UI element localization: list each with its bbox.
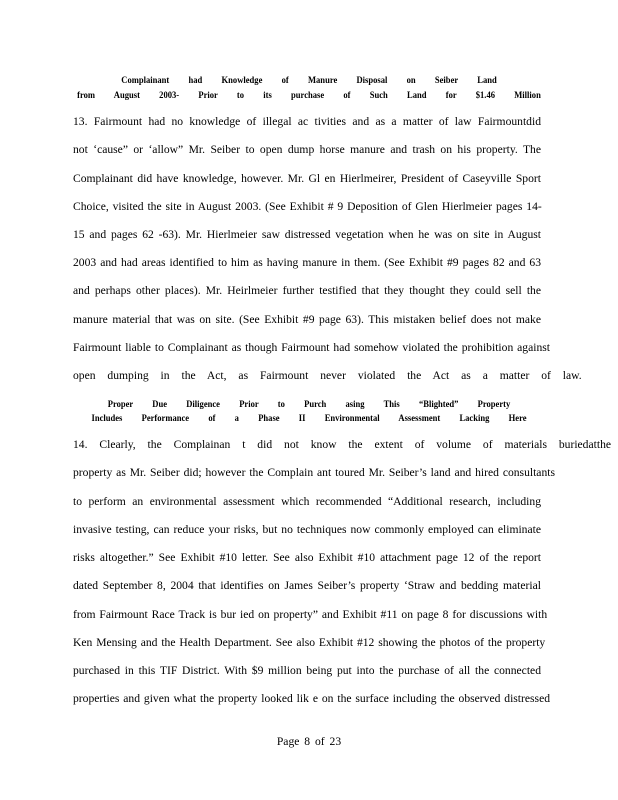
paragraph-13-line: Fairmount liable to Complainant as though Fairmount had somehow violated the prohibition against	[73, 341, 550, 354]
paragraph-14-line: purchased in this TIF District. With $9 million being put into the purchase of all the connected	[73, 664, 541, 677]
paragraph-14-line: dated September 8, 2004 that identifies on James Seiber’s property ‘Straw and bedding material	[73, 579, 541, 592]
paragraph-13-line: not ‘cause” or ‘allow” Mr. Seiber to open dump horse manure and trash on his property. The	[73, 143, 541, 156]
paragraph-13-line: open dumping in the Act, as Fairmount never violated the Act as a matter of law.	[73, 369, 582, 382]
paragraph-13-line: 15 and pages 62 -63). Mr. Hierlmeier saw distressed vegetation when he was on site in August	[73, 228, 541, 241]
paragraph-14-line: from Fairmount Race Track is bur ied on property” and Exhibit #11 on page 8 for discussions with	[73, 608, 548, 621]
page-number-footer: Page 8 of 23	[276, 735, 342, 748]
section-heading-2-line-2: Includes Performance of a Phase II Environmental Assessment Lacking Here	[91, 413, 527, 423]
section-heading-1-line-2: from August 2003- Prior to its purchase of Such Land for $1.46 Million	[77, 90, 541, 100]
section-heading-1-line-1: Complainant had Knowledge of Manure Disposal on Seiber Land	[121, 75, 497, 85]
paragraph-14-line: Ken Mensing and the Health Department. See also Exhibit #12 showing the photos of the property	[73, 636, 546, 649]
paragraph-13-line: Choice, visited the site in August 2003. (See Exhibit # 9 Deposition of Glen Hierlmeier pages 14-	[73, 200, 542, 213]
paragraph-13-line: 13. Fairmount had no knowledge of illegal ac tivities and as a matter of law Fairmountdid	[73, 115, 541, 128]
paragraph-14-line: properties and given what the property looked lik e on the surface including the observed distressed	[73, 692, 551, 705]
paragraph-13-line: 2003 and had areas identified to him as having manure in them. (See Exhibit #9 pages 82 and 63	[73, 256, 541, 269]
paragraph-14-line: 14. Clearly, the Complainan t did not know the extent of volume of materials buriedatthe	[73, 438, 612, 451]
paragraph-14-line: invasive testing, can reduce your risks, but no techniques now commonly employed can eliminate	[73, 523, 541, 536]
paragraph-14-line: property as Mr. Seiber did; however the Complain ant toured Mr. Seiber’s land and hired consultants	[73, 466, 555, 479]
paragraph-13-line: and perhaps other places). Mr. Heirlmeier further testified that they thought they could sell the	[73, 284, 541, 297]
section-heading-2-line-1: Proper Due Diligence Prior to Purch asing This “Blighted” Property	[107, 399, 511, 409]
paragraph-13-line: Complainant did have knowledge, however. Mr. Gl en Hierlmeirer, President of Caseyville Sport	[73, 172, 541, 185]
paragraph-14-line: risks altogether.” See Exhibit #10 letter. See also Exhibit #10 attachment page 12 of the report	[73, 551, 541, 564]
paragraph-13-line: manure material that was on site. (See Exhibit #9 page 63). This mistaken belief does not make	[73, 313, 541, 326]
paragraph-14-line: to perform an environmental assessment which recommended “Additional research, including	[73, 495, 541, 508]
